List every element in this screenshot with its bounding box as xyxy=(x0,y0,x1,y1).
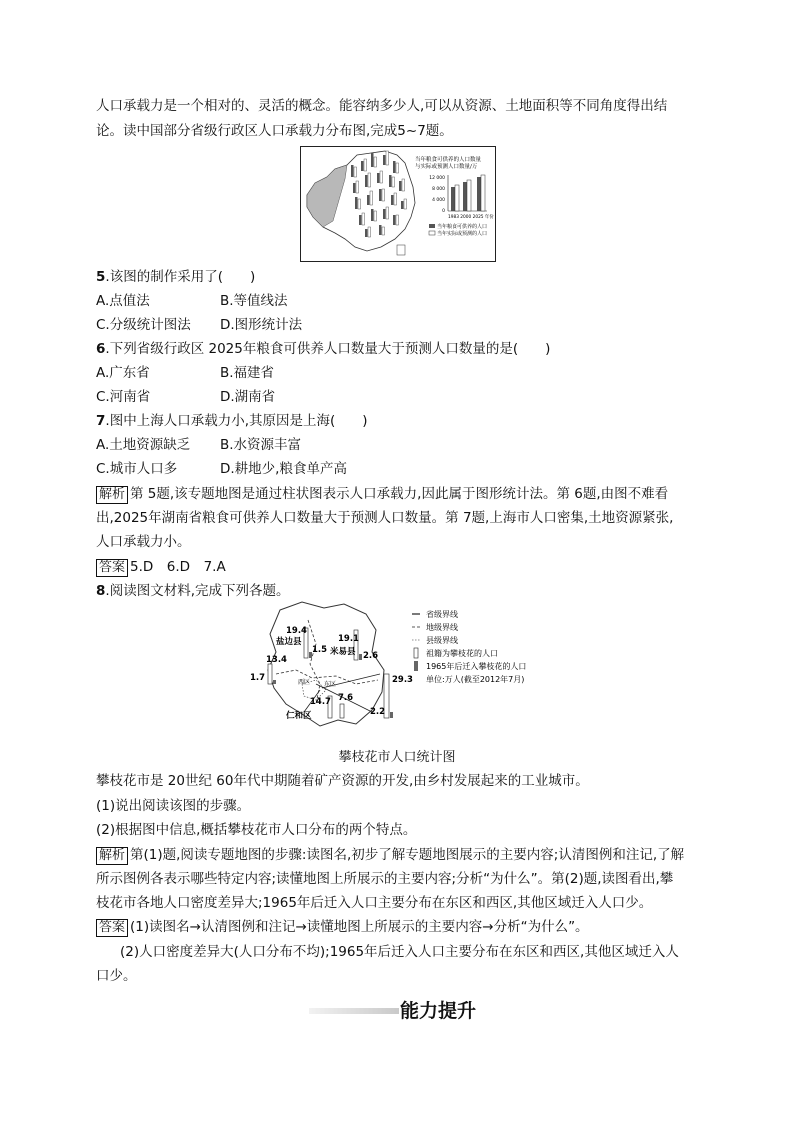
map-bar-food-1 xyxy=(361,161,364,171)
south-sea-inset xyxy=(397,245,405,255)
sub-question-2: (2)根据图中信息,概括攀枝花市人口分布的两个特点。 xyxy=(96,822,417,838)
map-bar-food-15 xyxy=(359,215,362,225)
intro-line-2: 论。读中国部分省级行政区人口承载力分布图,完成5~7题。 xyxy=(96,123,453,139)
legend-swatch-food xyxy=(429,224,435,228)
label-renhe: 仁和区 xyxy=(286,711,312,721)
legend-title-line-1: 当年粮食可供养的人口数量 xyxy=(415,157,482,163)
q8-text: .阅读图文材料,完成下列各题。 xyxy=(105,583,290,599)
bar-west-migrant xyxy=(273,680,276,684)
map-bar-actual-0 xyxy=(354,167,357,177)
legend-item-2: 当年实际或预测的人口 xyxy=(437,231,488,237)
analysis2-tag: 解析 xyxy=(96,847,128,865)
map-bar-actual-5 xyxy=(356,181,359,193)
map-bar-actual-4 xyxy=(396,163,399,173)
intro-line-1: 人口承载力是一个相对的、灵活的概念。能容纳多少人,可以从资源、土地面积等不同角度得出结 xyxy=(96,98,668,114)
legend-item-1: 当年粮食可供养的人口 xyxy=(437,224,488,230)
legend-native-swatch xyxy=(414,648,418,658)
bar-east-migrant xyxy=(390,712,393,718)
answer2-line-3: 口少。 xyxy=(96,968,137,984)
map-bar-actual-9 xyxy=(402,179,405,191)
map-bar-food-7 xyxy=(377,173,380,183)
map-bar-actual-10 xyxy=(358,199,361,209)
map-bar-actual-12 xyxy=(382,189,385,201)
map-bar-actual-15 xyxy=(362,213,365,225)
map-bar-food-11 xyxy=(367,195,370,205)
map-bar-food-13 xyxy=(391,195,394,205)
analysis2-line-3: 枝花市各地人口密度差异大;1965年后迁入人口主要分布在东区和西区,其他区域迁入人口少。 xyxy=(96,895,653,911)
capacity-map-svg xyxy=(301,147,495,261)
q6-stem xyxy=(96,337,696,361)
map-bar-actual-17 xyxy=(386,207,389,219)
answer2-line-2: (2)人口密度差异大(人口分布不均);1965年后迁入人口主要分布在东区和西区,其他区域迁入人 xyxy=(120,944,679,960)
map-bar-food-9 xyxy=(399,181,402,191)
label-dongqu: 东区 xyxy=(324,681,337,688)
figure-population-capacity-map xyxy=(300,146,496,262)
value-19-1: 19.1 xyxy=(338,634,359,644)
map-bar-food-12 xyxy=(379,189,382,201)
map-bar-food-8 xyxy=(389,175,392,187)
q7-stem xyxy=(96,409,696,433)
q6-number: 6 xyxy=(96,341,106,357)
answer1-text: 5.D 6.D 7.A xyxy=(130,559,226,575)
value-1-5: 1.5 xyxy=(312,645,328,655)
map-bar-food-14 xyxy=(401,201,404,209)
bar-renhe-2 xyxy=(340,704,344,718)
legend-title-line-2: 与实际或预测人口数量/万 xyxy=(415,164,478,170)
analysis2-line-2: 所示图例各表示哪些特定内容;读懂地图上所展示的主要内容;分析“为什么”。第(2)题,读图看出,攀 xyxy=(96,871,674,887)
map-bar-actual-3 xyxy=(386,151,389,165)
map-bar-actual-8 xyxy=(392,177,395,187)
q6-option-a: A.广东省 xyxy=(96,365,150,381)
panzhihua-map-svg xyxy=(246,600,546,748)
section-header xyxy=(0,996,794,1026)
figure-panzhihua-map xyxy=(246,600,546,748)
map-bar-actual-20 xyxy=(382,227,385,235)
analysis1-text-1: 第 5题,该专题地图是通过柱状图表示人口承载力,因此属于图形统计法。第 6题,由图不难看 xyxy=(130,486,669,502)
value-14-7: 14.7 xyxy=(310,697,331,707)
analysis2-text-1: 第(1)题,阅读专题地图的步骤:读图名,初步了解专题地图展示的主要内容;认清图例和注记,了解 xyxy=(130,847,685,863)
bar-1983-actual xyxy=(455,185,459,211)
map-bar-actual-2 xyxy=(374,157,377,167)
value-29-3: 29.3 xyxy=(392,675,413,685)
bar-2025-actual xyxy=(481,175,485,211)
answer1-tag: 答案 xyxy=(96,559,128,577)
analysis1-line-1 xyxy=(96,482,696,506)
value-1-7: 1.7 xyxy=(250,673,266,683)
q7-number: 7 xyxy=(96,413,106,429)
map-bar-food-19 xyxy=(365,229,368,237)
q5-number: 5 xyxy=(96,269,106,285)
bar-2025-food xyxy=(477,177,481,211)
material-text: 攀枝花市是 20世纪 60年代中期随着矿产资源的开发,由乡村发展起来的工业城市。 xyxy=(96,773,589,789)
figure2-caption: 攀枝花市人口统计图 xyxy=(338,750,456,765)
value-7-6: 7.6 xyxy=(338,693,354,703)
q6-option-c: C.河南省 xyxy=(96,389,151,405)
section-title: 能力提升 xyxy=(400,1000,477,1022)
map-bar-actual-19 xyxy=(368,227,371,237)
map-bar-actual-16 xyxy=(374,211,377,221)
map-bar-actual-13 xyxy=(394,193,397,205)
map-bar-actual-7 xyxy=(380,171,383,183)
value-2-6: 2.6 xyxy=(363,651,379,661)
map-bar-food-4 xyxy=(393,161,396,173)
legend-unit: 单位:万人(截至2012年7月) xyxy=(426,675,525,684)
bar-2000-food xyxy=(463,182,467,211)
ytick-2: 4 000 xyxy=(432,198,445,203)
map-bar-food-10 xyxy=(355,197,358,209)
answer2-tag: 答案 xyxy=(96,919,128,937)
q8-number: 8 xyxy=(96,583,106,599)
section-header-bar xyxy=(309,1008,399,1014)
value-13-4: 13.4 xyxy=(266,655,287,665)
bar-miyi-migrant xyxy=(359,654,362,660)
q7-option-b: B.水资源丰富 xyxy=(220,437,302,453)
map-bar-food-2 xyxy=(371,153,374,167)
ytick-1: 8 000 xyxy=(432,187,445,192)
legend-prefecture: 地级界线 xyxy=(426,623,458,632)
map-bar-food-6 xyxy=(365,175,368,187)
q5-text: .该图的制作采用了( ) xyxy=(105,269,256,285)
map-bar-actual-11 xyxy=(370,191,373,205)
answer2-text-1: (1)读图名→认清图例和注记→读懂地图上所展示的主要内容→分析“为什么”。 xyxy=(130,919,589,935)
label-miyi: 米易县 xyxy=(330,647,356,657)
q5-option-c: C.分级统计图法 xyxy=(96,317,191,333)
map-bar-actual-6 xyxy=(368,173,371,187)
ytick-3: 0 xyxy=(442,209,445,214)
map-bar-food-3 xyxy=(383,155,386,165)
answer2-line-1 xyxy=(96,915,696,939)
q7-text: .图中上海人口承载力小,其原因是上海( ) xyxy=(105,413,368,429)
county-boundary-1 xyxy=(308,620,320,704)
ytick-0: 12 000 xyxy=(429,176,445,181)
map-bar-food-20 xyxy=(379,225,382,235)
q7-option-a: A.土地资源缺乏 xyxy=(96,437,191,453)
legend-county: 县级界线 xyxy=(426,636,458,645)
q6-option-b: B.福建省 xyxy=(220,365,275,381)
legend-migrant: 1965年后迁入攀枝花的人口 xyxy=(426,662,527,671)
map-bar-food-5 xyxy=(353,183,356,193)
label-xiqu: 西区 xyxy=(298,679,311,686)
legend-migrant-swatch xyxy=(414,661,418,671)
q5-option-a: A.点值法 xyxy=(96,293,150,309)
map-bar-actual-18 xyxy=(396,215,399,225)
q7-option-d: D.耕地少,粮食单产高 xyxy=(220,461,347,477)
legend-swatch-actual xyxy=(429,231,435,235)
label-yanbian: 盐边县 xyxy=(276,637,302,647)
map-bar-food-17 xyxy=(383,209,386,219)
value-2-2: 2.2 xyxy=(370,707,386,717)
bar-1983-food xyxy=(451,187,455,211)
analysis1-line-2: 出,2025年湖南省粮食可供养人口数量大于预测人口数量。第 7题,上海市人口密集,土地资源紧张, xyxy=(96,510,674,526)
map-bar-food-18 xyxy=(393,215,396,225)
analysis2-line-1 xyxy=(96,843,696,867)
answer1-line xyxy=(96,555,696,579)
legend-provincial: 省级界线 xyxy=(426,610,458,619)
map-bar-food-0 xyxy=(351,165,354,177)
q6-option-d: D.湖南省 xyxy=(220,389,276,405)
analysis1-tag: 解析 xyxy=(96,486,128,504)
bar-2000-actual xyxy=(467,180,471,211)
q5-stem xyxy=(96,265,696,289)
map-bar-food-16 xyxy=(371,209,374,221)
bar-west-native xyxy=(268,664,272,684)
map-bar-actual-14 xyxy=(404,199,407,209)
sub-question-1: (1)说出阅读该图的步骤。 xyxy=(96,798,251,814)
years-label: 1983 2000 2025 年份 xyxy=(448,215,494,220)
q5-option-b: B.等值线法 xyxy=(220,293,288,309)
q6-text: .下列省级行政区 2025年粮食可供养人口数量大于预测人口数量的是( ) xyxy=(105,341,551,357)
legend-native: 祖籍为攀枝花的人口 xyxy=(426,649,498,658)
analysis1-line-3: 人口承载力小。 xyxy=(96,534,191,550)
q7-option-c: C.城市人口多 xyxy=(96,461,178,477)
q5-option-d: D.图形统计法 xyxy=(220,317,303,333)
value-19-4: 19.4 xyxy=(286,626,307,636)
map-bar-actual-1 xyxy=(364,159,367,171)
